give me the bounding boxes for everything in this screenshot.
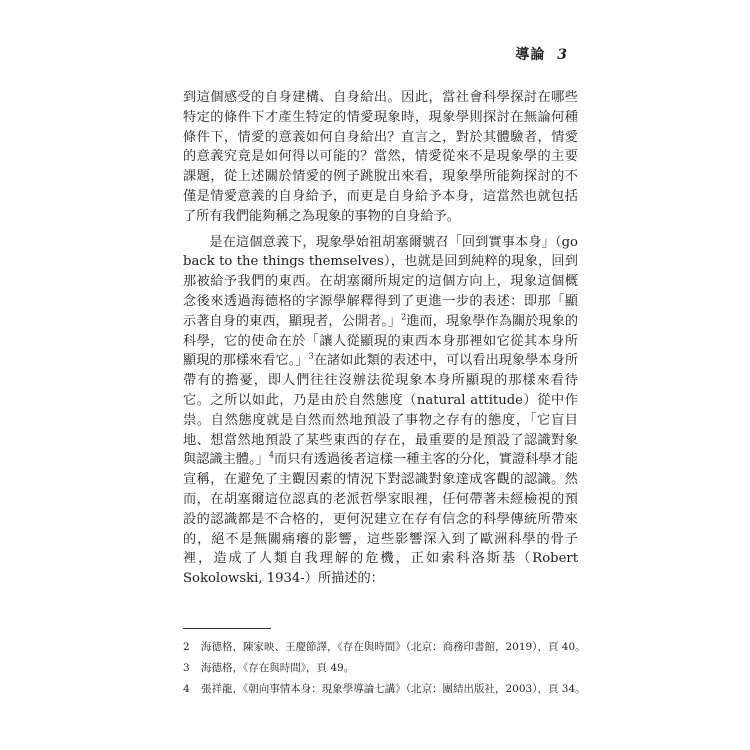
footnote-number: 3 — [183, 662, 190, 674]
footnote-divider — [183, 628, 271, 629]
footnote-ref-4: 4 — [268, 450, 275, 460]
paragraph-2-part-2: 進而，現象學作為關於現象的科學，它的使命在於「讓人從顯現的東西本身那裡如它從其本身所顯現的那樣來看它。」 — [183, 313, 579, 369]
paragraph-2-part-3: 在諸如此類的表述中，可以看出現象學本身所帶有的擔憂，即人們往往沒辦法從現象本身所顯現的那樣來看待它。之所以如此，乃是由於自然態度（natural attitude）從中作祟。自然態度就是自然而然地預設了事物之存有的態度，「它盲目地、想當然地預設了某些東西的存在，最重要的是預設了認識對象與認識主體。」 — [183, 353, 579, 468]
footnote-4 — [183, 679, 603, 700]
footnote-2 — [183, 637, 603, 658]
paragraph-2-part-1: 是在這個意義下，現象學始祖胡塞爾號召「回到實事本身」（go back to the things themselves），也就是回到純粹的現象，回到那被給予我們的東西。在胡塞爾所規定的這個方向上，現象這個概念後來透過海德格的字源學解釋得到了更進一步的表述：即那「顯示著自身的東西，顯現者，公開者。」 — [183, 234, 578, 329]
footnote-number: 4 — [183, 683, 190, 695]
footnote-3 — [183, 658, 603, 679]
footnote-text: 海德格，陳家映、王慶節譯，《存在與時間》（北京：商務印書館，2019），頁 40。 — [201, 641, 586, 653]
footnotes — [183, 637, 603, 700]
footnote-text: 海德格，《存在與時間》，頁 49。 — [201, 662, 355, 674]
footnote-ref-3: 3 — [308, 351, 314, 361]
footnote-text: 張祥龍，《朝向事情本身：現象學導論七講》（北京：團結出版社，2003），頁 34。 — [201, 683, 586, 695]
running-header — [515, 44, 568, 64]
paragraph-2 — [183, 233, 578, 589]
body-text — [183, 88, 578, 589]
footnote-ref-2: 2 — [401, 312, 407, 322]
page-number: 3 — [557, 47, 568, 63]
paragraph-2-part-4: 而只有透過後者這樣一種主客的分化，實證科學才能宣稱，在避免了主觀因素的情況下對認識對象達成客觀的認識。然而，在胡塞爾這位認真的老派哲學家眼裡，任何帶著未經檢視的預設的認識都是不合格的，更何況建立在存有信念的科學傳統所帶來的，絕不是無關痛癢的影響，這些影響深入到了歐洲科學的骨子裡，造成了人類自我理解的危機，正如索科洛斯基（Robert Sokolowski, 1934-）所描述的： — [183, 452, 578, 587]
paragraph-1: 到這個感受的自身建構、自身給出。因此，當社會科學探討在哪些特定的條件下才產生特定的情愛現象時，現象學則探討在無論何種條件下，情愛的意義如何自身給出？直言之，對於其體驗者，情愛的意義究竟是如何得以可能的？當然，情愛從來不是現象學的主要課題，從上述關於情愛的例子跳脫出來看，現象學所能夠探討的不僅是情愛意義的自身給予，而更是自身給予本身，這當然也就包括了所有我們能夠稱之為現象的事物的自身給予。 — [183, 90, 578, 224]
chapter-title: 導論 — [515, 47, 546, 63]
footnote-number: 2 — [183, 641, 190, 653]
